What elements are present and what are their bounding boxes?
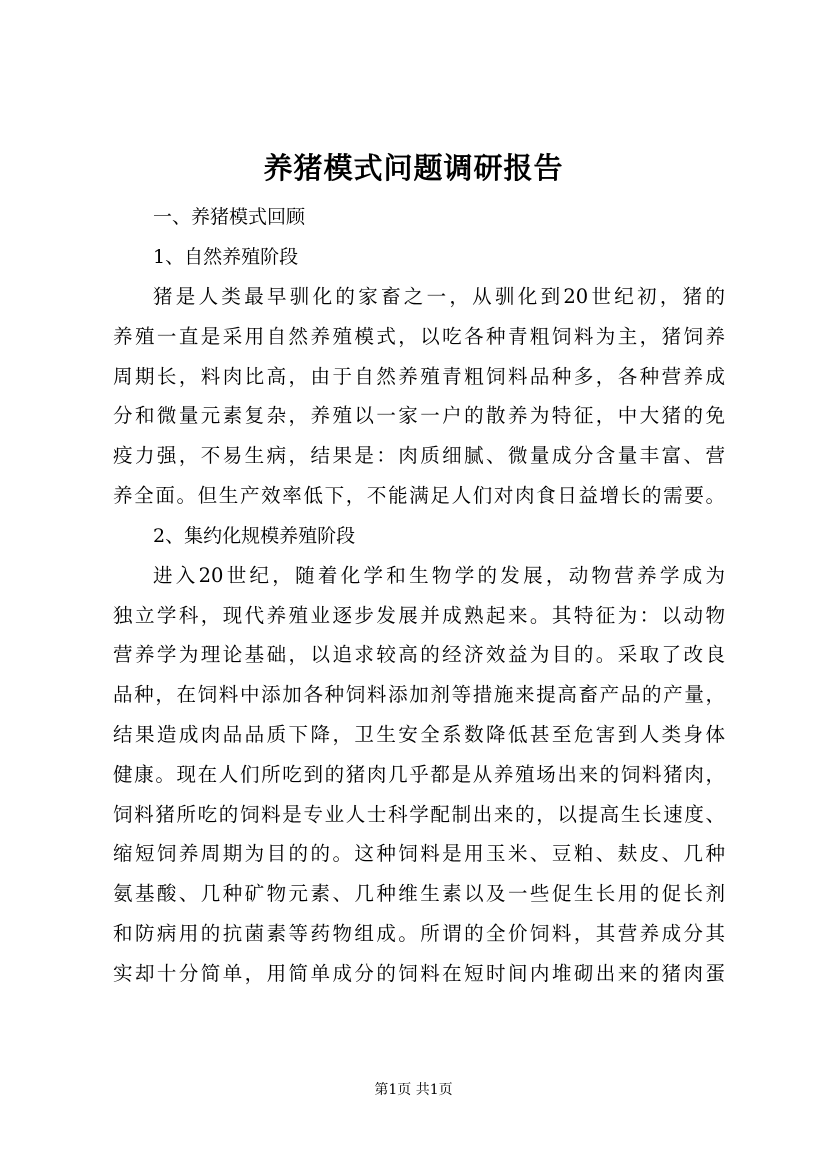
paragraph-line: 养全面。但生产效率低下，不能满足人们对肉食日益增长的需要。 (113, 483, 725, 507)
paragraph-line: 猪是人类最早驯化的家畜之一，从驯化到20世纪初，猪的 (153, 285, 725, 308)
paragraph-natural-farming (113, 277, 725, 516)
paragraph-line: 氨基酸、几种矿物元素、几种维生素以及一些促生长用的促长剂 (113, 882, 725, 906)
section-heading-review: 一、养猪模式回顾 (153, 206, 306, 228)
paragraph-line: 和防病用的抗菌素等药物组成。所谓的全价饲料，其营养成分其 (113, 921, 725, 945)
paragraph-line: 品种，在饲料中添加各种饲料添加剂等措施来提高畜产品的产量， (113, 683, 725, 707)
paragraph-line: 饲料猪所吃的饲料是专业人士科学配制出来的，以提高生长速度、 (113, 802, 725, 826)
paragraph-line: 结果造成肉品品质下降，卫生安全系数降低甚至危害到人类身体 (113, 722, 725, 746)
paragraph-line: 疫力强，不易生病，结果是：肉质细腻、微量成分含量丰富、营 (113, 444, 725, 468)
paragraph-line: 缩短饲养周期为目的的。这种饲料是用玉米、豆粕、麸皮、几种 (113, 842, 725, 866)
page-footer: 第1页 共1页 (374, 1082, 453, 1098)
subsection-heading-natural: 1、自然养殖阶段 (153, 246, 299, 268)
paragraph-line: 分和微量元素复杂，养殖以一家一户的散养为特征，中大猪的免 (113, 404, 725, 428)
paragraph-line: 周期长，料肉比高，由于自然养殖青粗饲料品种多，各种营养成 (113, 364, 725, 388)
paragraph-line: 营养学为理论基础，以追求较高的经济效益为目的。采取了改良 (113, 643, 725, 667)
page-title: 养猪模式问题调研报告 (263, 151, 564, 185)
paragraph-intensive-farming (113, 556, 725, 994)
paragraph-line: 实却十分简单，用简单成分的饲料在短时间内堆砌出来的猪肉蛋 (113, 961, 725, 985)
paragraph-line: 进入20世纪，随着化学和生物学的发展，动物营养学成为 (153, 563, 725, 587)
paragraph-line: 独立学科，现代养殖业逐步发展并成熟起来。其特征为：以动物 (113, 603, 725, 627)
paragraph-line: 健康。现在人们所吃到的猪肉几乎都是从养殖场出来的饲料猪肉， (113, 762, 725, 786)
document-body (113, 197, 725, 994)
subsection-heading-intensive: 2、集约化规模养殖阶段 (153, 524, 356, 547)
paragraph-line: 养殖一直是采用自然养殖模式，以吃各种青粗饲料为主，猪饲养 (113, 324, 725, 348)
